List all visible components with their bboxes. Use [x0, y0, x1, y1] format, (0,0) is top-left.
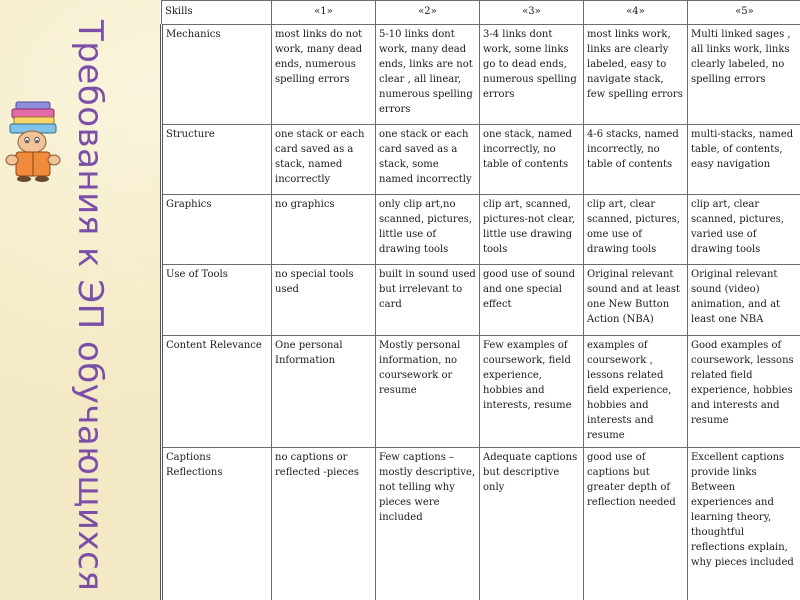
table-cell: most links do not work, many dead ends, numerous spelling errors	[272, 25, 376, 125]
table-cell: 5-10 links dont work, many dead ends, links are not clear , all linear, numerous spelling errors	[376, 25, 480, 125]
header-score-4: «4»	[584, 1, 688, 25]
table-cell: Original relevant sound (video) animation, and at least one NBA	[688, 265, 800, 336]
table-cell: Adequate captions but descriptive only	[480, 448, 584, 600]
skill-cell: Graphics	[162, 195, 272, 265]
table-cell: no captions or reflected -pieces	[272, 448, 376, 600]
header-score-1: «1»	[272, 1, 376, 25]
slide-title: Требования к ЭП обучающихся	[70, 20, 110, 592]
table-cell: Good examples of coursework, lessons related field experience, hobbies and interests and resume	[688, 336, 800, 448]
table-cell: Mostly personal information, no coursework or resume	[376, 336, 480, 448]
rubric-table	[160, 0, 800, 600]
table-cell: clip art, scanned, pictures-not clear, little use drawing tools	[480, 195, 584, 265]
header-score-5: «5»	[688, 1, 800, 25]
table-header-row	[162, 1, 800, 25]
table-cell: no graphics	[272, 195, 376, 265]
table-row-captions-reflections	[162, 448, 800, 600]
table-cell: Multi linked sages , all links work, links clearly labeled, no spelling errors	[688, 25, 800, 125]
table-cell: One personal Information	[272, 336, 376, 448]
table-cell: Original relevant sound and at least one New Button Action (NBA)	[584, 265, 688, 336]
table-cell: good use of captions but greater depth of reflection needed	[584, 448, 688, 600]
table-row-content-relevance	[162, 336, 800, 448]
header-score-3: «3»	[480, 1, 584, 25]
table-row-mechanics	[162, 25, 800, 125]
table-cell: examples of coursework , lessons related field experience, hobbies and interests and resume	[584, 336, 688, 448]
table-cell: 4-6 stacks, named incorrectly, no table of contents	[584, 125, 688, 195]
skill-cell: Structure	[162, 125, 272, 195]
table-cell: good use of sound and one special effect	[480, 265, 584, 336]
table-cell: one stack or each card saved as a stack, some named incorrectly	[376, 125, 480, 195]
table-cell: clip art, clear scanned, pictures, ome use of drawing tools	[584, 195, 688, 265]
table-cell: multi-stacks, named table, of contents, easy navigation	[688, 125, 800, 195]
table-row-graphics	[162, 195, 800, 265]
table-row-use-of-tools	[162, 265, 800, 336]
skill-cell: Content Relevance	[162, 336, 272, 448]
table-cell: Few captions – mostly descriptive, not telling why pieces were included	[376, 448, 480, 600]
table-cell: no special tools used	[272, 265, 376, 336]
table-cell: built in sound used but irrelevant to card	[376, 265, 480, 336]
table-cell: most links work, links are clearly labeled, easy to navigate stack, few spelling errors	[584, 25, 688, 125]
table-cell: one stack, named incorrectly, no table of contents	[480, 125, 584, 195]
table-cell: Excellent captions provide links Between experiences and learning theory, thoughtful reflections explain, why pieces included	[688, 448, 800, 600]
table-cell: 3-4 links dont work, some links go to dead ends, numerous spelling errors	[480, 25, 584, 125]
table-cell: one stack or each card saved as a stack, named incorrectly	[272, 125, 376, 195]
table-cell: only clip art,no scanned, pictures, little use of drawing tools	[376, 195, 480, 265]
skill-cell: Use of Tools	[162, 265, 272, 336]
table-row-structure	[162, 125, 800, 195]
table-cell: Few examples of coursework, field experience, hobbies and interests, resume	[480, 336, 584, 448]
header-skills: Skills	[162, 1, 272, 25]
student-with-books-icon	[2, 100, 72, 182]
skill-cell: Captions Reflections	[162, 448, 272, 600]
student-with-books-illustration	[2, 100, 72, 182]
skill-cell: Mechanics	[162, 25, 272, 125]
table-cell: clip art, clear scanned, pictures, varied use of drawing tools	[688, 195, 800, 265]
header-score-2: «2»	[376, 1, 480, 25]
